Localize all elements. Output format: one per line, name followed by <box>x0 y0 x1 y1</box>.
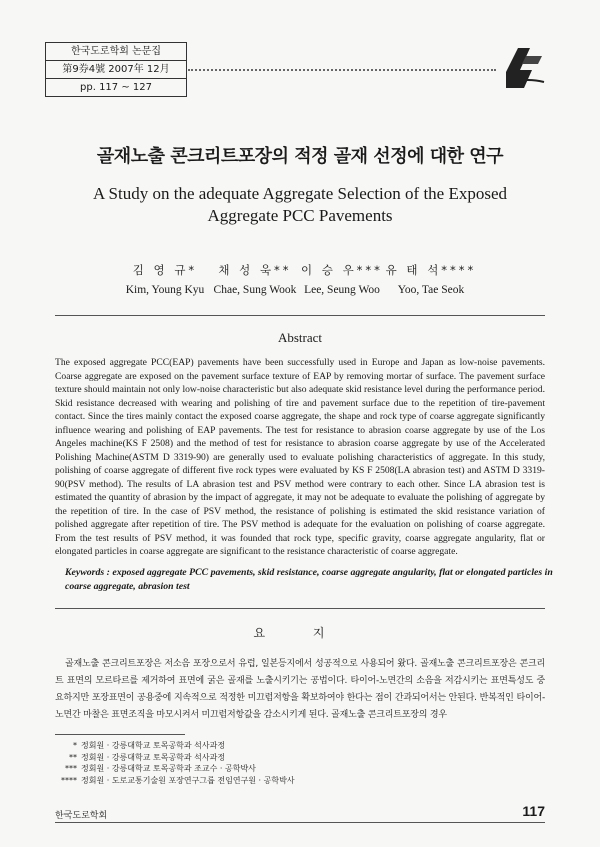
author-english-name: Kim, Young Kyu <box>125 284 205 296</box>
footnote: *** 정회원 · 강릉대학교 토목공학과 조교수 · 공학박사 <box>65 764 256 773</box>
journal-issue: 第9券4號 2007年 12月 <box>46 60 186 78</box>
page-number: 117 <box>522 803 545 819</box>
english-title-line-1: A Study on the adequate Aggregate Selection of the Exposed <box>92 184 508 203</box>
journal-pages: pp. 117 ~ 127 <box>46 78 186 96</box>
korean-title: 골재노출 콘크리트포장의 적정 골재 선정에 대한 연구 <box>96 146 504 167</box>
korean-abstract-body: 골재노출 콘크리트포장은 저소음 포장으로서 유럽, 일본등지에서 성공적으로 사용되어 왔다. 골재노출 콘크리트포장은 콘크리트 표면의 모르타르를 제거하여 표면에 굵은 골재를 노출시키기는 공법이다. 타이어-노면간의 소음을 저감시키는 표면특성도 중요하지만 포장표면이 공용중에 지속적으로 적정한 미끄럼저항을 확보하여야 한다는 점이 간과되어서는 안된다. 반복적인 타이어-노면간 마찰은 표면조직을 마모시켜서 미끄럼저항값을 감소시키게 된다. 골재노출 콘크리트포장의 경우 <box>55 659 545 720</box>
section-rule <box>55 608 545 609</box>
korean-abstract-heading: 요 지 <box>253 626 347 640</box>
header-dotted-line <box>188 69 496 71</box>
journal-name: 한국도로학회 논문집 <box>70 46 162 57</box>
author-korean-name: 채 성 욱** <box>218 263 292 277</box>
footnote: **** 정회원 · 도로교통기술원 포장연구그룹 전임연구원 · 공학박사 <box>61 775 295 785</box>
english-title-line-2: Aggregate PCC Pavements <box>207 206 393 225</box>
keywords <box>55 566 555 594</box>
author-korean-name: 이 승 우*** <box>301 263 383 277</box>
footer-rule <box>55 822 545 823</box>
author-english-name: Chae, Sung Wook <box>213 284 297 296</box>
keywords-label: Keywords : <box>65 567 110 578</box>
journal-info-box <box>45 42 187 97</box>
author <box>376 262 486 296</box>
footnote-rule <box>55 734 185 735</box>
author-korean-name: 김 영 규* <box>132 263 198 277</box>
footnote: ** 정회원 · 강릉대학교 토목공학과 석사과정 <box>69 752 226 762</box>
footnotes <box>55 740 455 786</box>
author-english-name: Lee, Seung Woo <box>304 284 380 296</box>
author-korean-name: 유 태 석**** <box>385 263 477 277</box>
journal-logo-icon <box>498 42 550 94</box>
abstract-heading: Abstract <box>277 330 323 345</box>
footnote: * 정회원 · 강릉대학교 토목공학과 석사과정 <box>73 741 226 750</box>
footer-publisher: 한국도로학회 <box>55 811 108 821</box>
abstract-body: The exposed aggregate PCC(EAP) pavements have been successfully used in Europe and Japan as low-noise pavements. Coarse aggregate are exposed on the pavement surface texture of EAP by removing mortar of surface. The pavement surface texture should maintain not only low-noise characteristic but also adequate skid resistance level during the performance period. Skid resistance decreased with wearing and polishing of tire and pavement surface due to the repetition of tire-pavement contact. Since the tires mainly contact the exposed coarse aggregate, the shape and rock type of coarse aggregate significantly influence wearing and polishing of EAP pavements. The test for resistance to abrasion coarse aggregate by use of the Los Angeles machine(KS F 2508) and the method of test for resistance to abrasion coarse aggregate by use of the Accelerated Polishing Machine(ASTM D 3319-90) are generally used to evaluate polishing characteristics of aggregate. In this study, polishing of coarse aggregate of different five rock types were evaluated by KS F 2508(LA abrasion test) and ASTM D 3319-90(PSV method). The results of LA abrasion test and PSV method were contrary to each other. Since LA abrasion test is estimated the quantity of abrasion by the impact of aggregate, it may not be adequate to evaluate the polishing of aggregate by the repetition of tire. In the case of PSV method, the resistance of polishing is estimated the skid resistance variation of polished aggregate after repetition of tire. The PSV method is adequate for the evaluation on polishing of coarse aggregate. From the test results of PSV method, it was founded that rock type, specific gravity, coarse aggregate angularity, flat or elongated particles in coarse aggregate are significant to the resistance characteristic of coarse aggregate. <box>55 357 545 557</box>
section-rule <box>55 315 545 316</box>
english-title <box>0 183 600 227</box>
author-english-name: Yoo, Tae Seok <box>397 284 465 296</box>
keywords-text: exposed aggregate PCC pavements, skid resistance, coarse aggregate angularity, flat or elongated particles in coarse aggregate, abrasion test <box>65 567 553 592</box>
